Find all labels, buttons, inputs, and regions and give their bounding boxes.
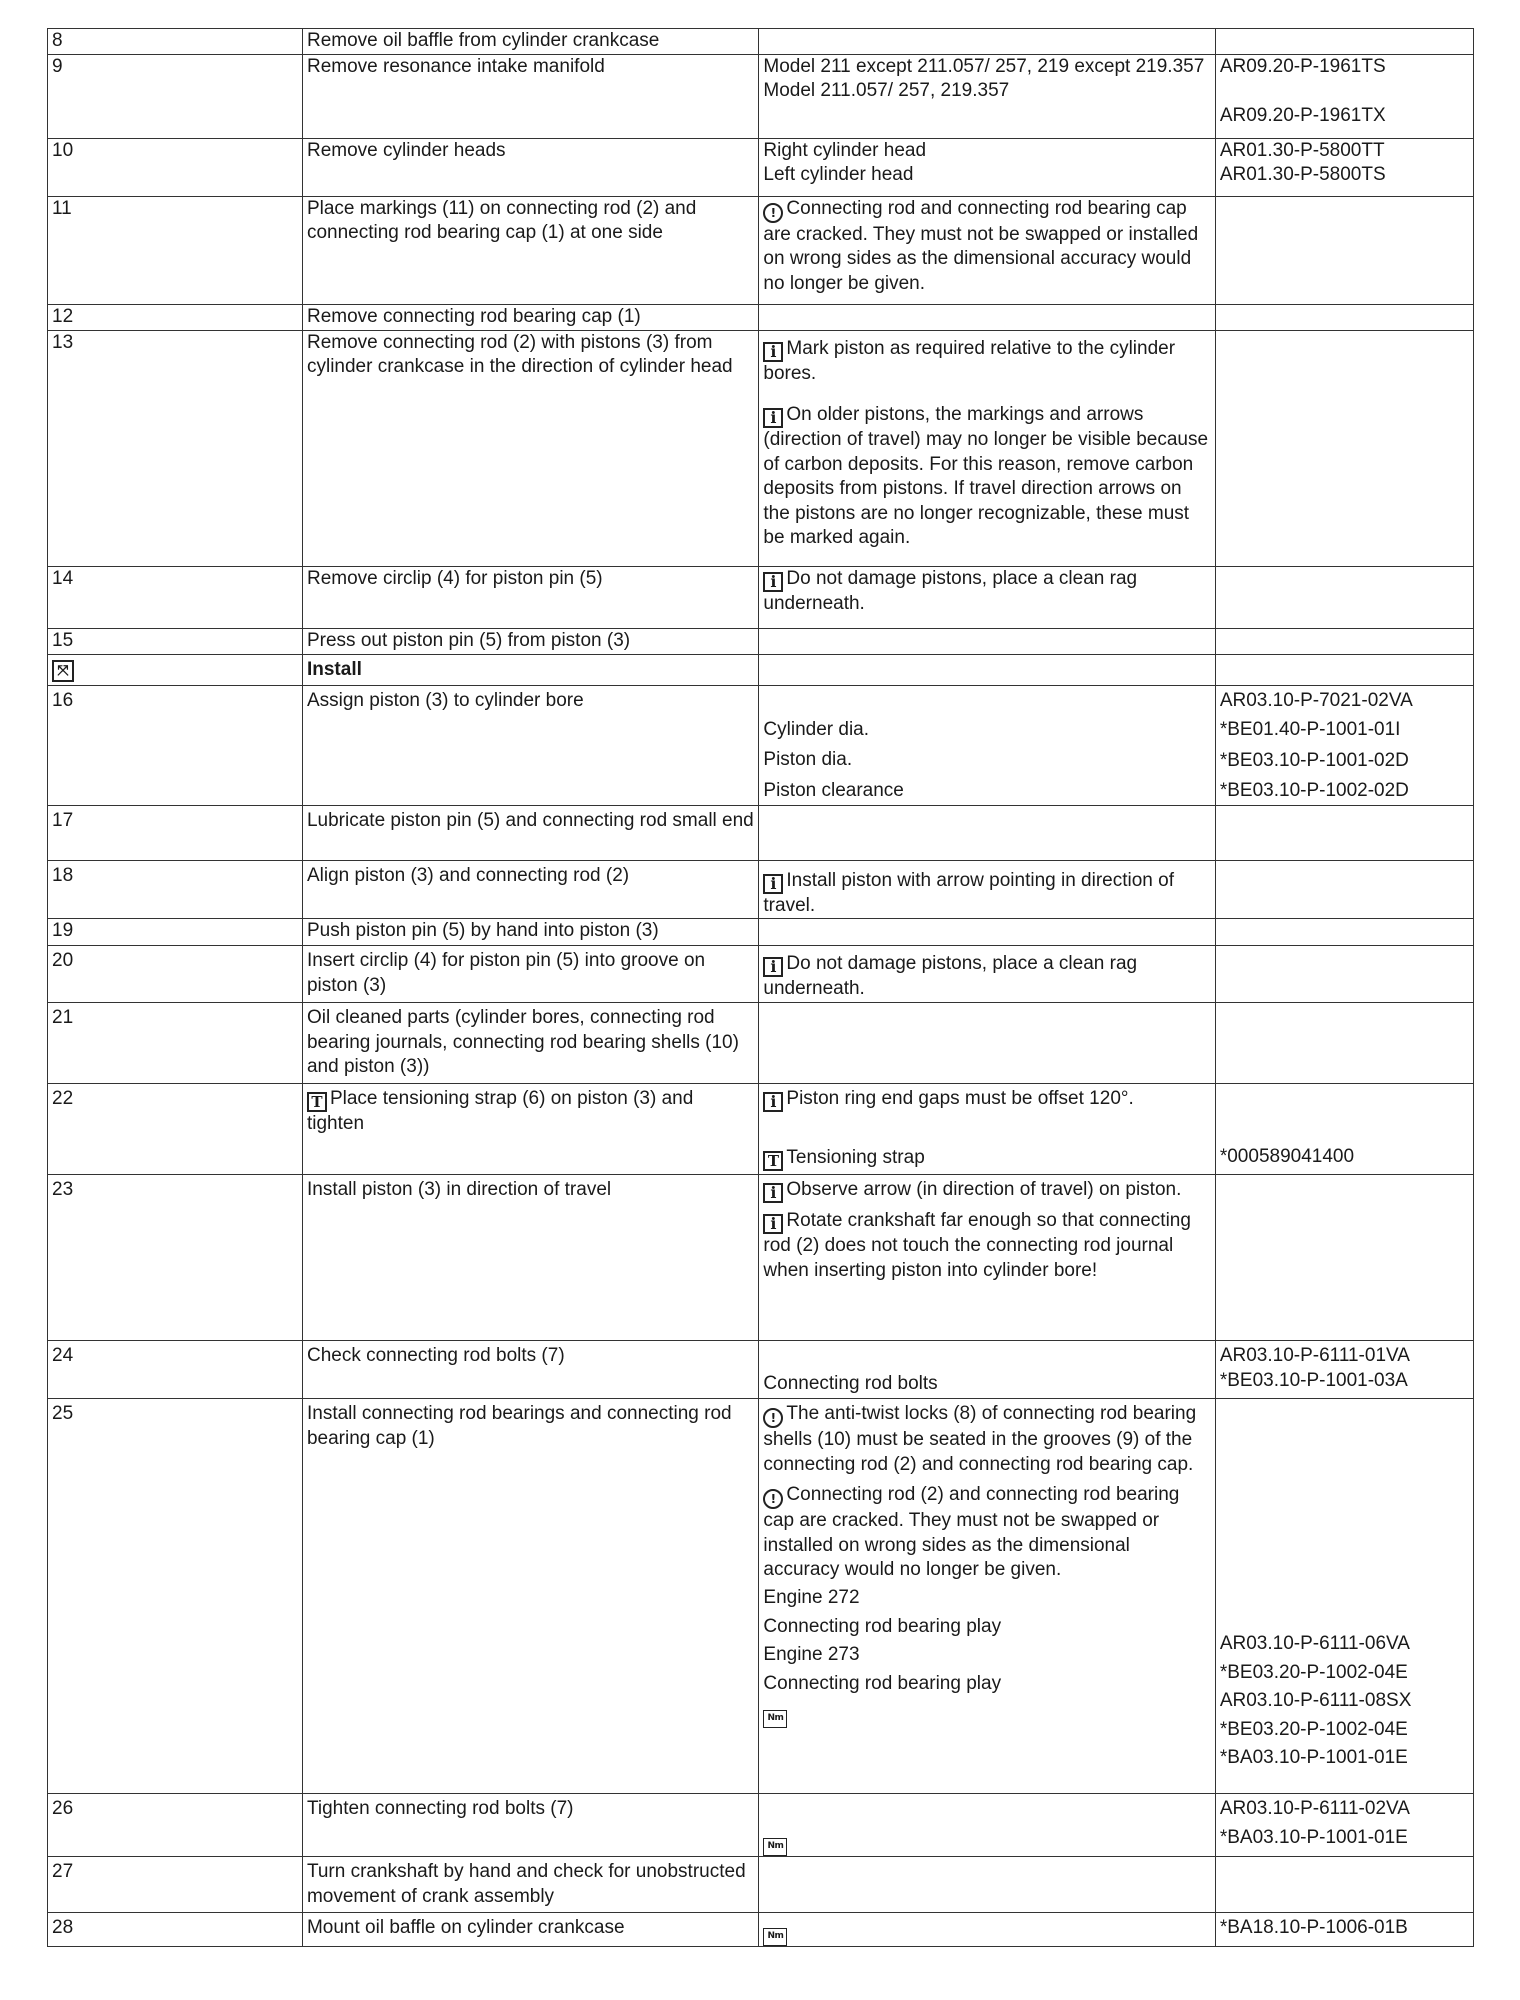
note-text: Model 211.057/ 257, 219.357 bbox=[763, 80, 1010, 102]
step-description-text: Place tensioning strap (6) on piston (3) and tighten bbox=[306, 1088, 694, 1135]
step-notes bbox=[759, 567, 1215, 629]
step-references bbox=[1215, 197, 1473, 305]
info-icon: i bbox=[763, 957, 783, 977]
table-row bbox=[48, 139, 1474, 197]
step-notes bbox=[759, 139, 1215, 197]
table-row bbox=[48, 861, 1474, 919]
step-notes bbox=[759, 806, 1215, 861]
step-notes bbox=[759, 686, 1215, 806]
note-text: Mark piston as required relative to the cylinder bores. bbox=[763, 338, 1176, 384]
step-references bbox=[1215, 1175, 1473, 1341]
table-row bbox=[48, 1003, 1474, 1084]
reference-link[interactable]: *BE03.10-P-1002-02D bbox=[1219, 780, 1409, 802]
step-description: Check connecting rod bolts (7) bbox=[302, 1341, 758, 1399]
step-description: Install piston (3) in direction of travel bbox=[302, 1175, 758, 1341]
step-description: Remove resonance intake manifold bbox=[302, 55, 758, 139]
note-text: The anti-twist locks (8) of connecting rod bearing shells (10) must be seated in the grooves (9) of the connecting rod (2) and connecting rod bearing cap. bbox=[763, 1403, 1197, 1475]
step-references bbox=[1215, 861, 1473, 919]
step-description: Assign piston (3) to cylinder bore bbox=[302, 686, 758, 806]
info-icon: i bbox=[763, 874, 783, 894]
step-references bbox=[1215, 567, 1473, 629]
step-notes bbox=[759, 1341, 1215, 1399]
table-row bbox=[48, 1399, 1474, 1794]
step-number: 26 bbox=[48, 1794, 303, 1857]
step-number: 24 bbox=[48, 1341, 303, 1399]
note-text: On older pistons, the markings and arrows (direction of travel) may no longer be visible because of carbon deposits. For this reason, remove carbon deposits from pistons. If travel direction arrows on the pistons are no longer recognizable, these must be marked again. bbox=[763, 404, 1209, 549]
step-notes bbox=[759, 655, 1215, 686]
step-notes bbox=[759, 197, 1215, 305]
info-icon: i bbox=[763, 572, 783, 592]
step-references bbox=[1215, 1794, 1473, 1857]
torque-icon: Nm bbox=[763, 1710, 787, 1728]
reference-link[interactable]: *BA03.10-P-1001-01E bbox=[1219, 1826, 1408, 1848]
step-number: 10 bbox=[48, 139, 303, 197]
step-notes bbox=[759, 861, 1215, 919]
torque-icon: Nm bbox=[763, 1838, 787, 1856]
note-text: Engine 272 bbox=[763, 1587, 860, 1609]
info-icon: i bbox=[763, 1214, 783, 1234]
info-icon: i bbox=[763, 342, 783, 362]
reference-link[interactable]: AR03.10-P-7021-02VA bbox=[1219, 690, 1413, 711]
note-text: Observe arrow (in direction of travel) on piston. bbox=[786, 1179, 1182, 1201]
step-notes bbox=[759, 305, 1215, 331]
step-references bbox=[1215, 946, 1473, 1003]
step-description: Remove circlip (4) for piston pin (5) bbox=[302, 567, 758, 629]
step-references bbox=[1215, 1003, 1473, 1084]
step-description: Install connecting rod bearings and connecting rod bearing cap (1) bbox=[302, 1399, 758, 1794]
table-row bbox=[48, 1794, 1474, 1857]
reference-link[interactable]: AR01.30-P-5800TT bbox=[1219, 140, 1385, 161]
step-description: Oil cleaned parts (cylinder bores, connecting rod bearing journals, connecting rod bearing shells (10) and piston (3)) bbox=[302, 1003, 758, 1084]
step-description: Lubricate piston pin (5) and connecting rod small end bbox=[302, 806, 758, 861]
reference-link[interactable]: AR03.10-P-6111-08SX bbox=[1219, 1690, 1412, 1712]
note-text: Piston clearance bbox=[763, 779, 904, 801]
step-description: Remove connecting rod bearing cap (1) bbox=[302, 305, 758, 331]
step-notes bbox=[759, 629, 1215, 655]
step-number: 25 bbox=[48, 1399, 303, 1794]
step-references bbox=[1215, 139, 1473, 197]
note-text: Cylinder dia. bbox=[763, 719, 870, 740]
table-row bbox=[48, 919, 1474, 946]
step-references bbox=[1215, 1341, 1473, 1399]
note-text: Install piston with arrow pointing in direction of travel. bbox=[763, 870, 1174, 916]
note-text: Connecting rod bearing play bbox=[763, 1672, 1002, 1694]
info-icon: i bbox=[763, 408, 783, 428]
step-description bbox=[302, 1084, 758, 1175]
note-text: Connecting rod bolts bbox=[763, 1373, 938, 1395]
note-text: Engine 273 bbox=[763, 1644, 860, 1666]
step-notes bbox=[759, 1794, 1215, 1857]
table-row bbox=[48, 331, 1474, 567]
step-references bbox=[1215, 655, 1473, 686]
reference-link[interactable]: AR09.20-P-1961TX bbox=[1219, 104, 1386, 126]
reference-link[interactable]: AR09.20-P-1961TS bbox=[1219, 56, 1386, 77]
step-description: Turn crankshaft by hand and check for unobstructed movement of crank assembly bbox=[302, 1857, 758, 1913]
step-references bbox=[1215, 305, 1473, 331]
section-heading: Install bbox=[302, 655, 758, 686]
step-notes bbox=[759, 1175, 1215, 1341]
step-notes bbox=[759, 55, 1215, 139]
table-row-install-header bbox=[48, 655, 1474, 686]
table-row bbox=[48, 1341, 1474, 1399]
reference-link[interactable]: *BE03.20-P-1002-04E bbox=[1219, 1661, 1408, 1683]
warning-icon: ! bbox=[763, 203, 783, 223]
note-text: Do not damage pistons, place a clean rag underneath. bbox=[763, 568, 1138, 614]
step-number: 17 bbox=[48, 806, 303, 861]
step-notes bbox=[759, 946, 1215, 1003]
step-number: 14 bbox=[48, 567, 303, 629]
table-row bbox=[48, 197, 1474, 305]
step-references bbox=[1215, 331, 1473, 567]
table-row bbox=[48, 1084, 1474, 1175]
reference-link[interactable]: AR03.10-P-6111-02VA bbox=[1219, 1798, 1410, 1820]
reference-link[interactable]: AR03.10-P-6111-06VA bbox=[1219, 1633, 1410, 1655]
step-references bbox=[1215, 1084, 1473, 1175]
table-row bbox=[48, 1857, 1474, 1913]
table-row bbox=[48, 629, 1474, 655]
reference-link[interactable]: *BA03.10-P-1001-01E bbox=[1219, 1747, 1408, 1769]
special-tool-icon: T bbox=[763, 1151, 783, 1171]
step-description: Mount oil baffle on cylinder crankcase bbox=[302, 1913, 758, 1947]
step-description: Press out piston pin (5) from piston (3) bbox=[302, 629, 758, 655]
note-text: Connecting rod (2) and connecting rod bearing cap are cracked. They must not be swapped or installed on wrong sides as the dimensional accuracy would no longer be given. bbox=[763, 1484, 1180, 1581]
step-notes bbox=[759, 1913, 1215, 1947]
note-text: Right cylinder head bbox=[763, 140, 927, 161]
step-references bbox=[1215, 29, 1473, 55]
step-notes bbox=[759, 1003, 1215, 1084]
info-icon: i bbox=[763, 1092, 783, 1112]
table-row bbox=[48, 946, 1474, 1003]
table-row bbox=[48, 55, 1474, 139]
reference-link[interactable]: *BA18.10-P-1006-01B bbox=[1219, 1917, 1408, 1939]
step-number bbox=[48, 655, 303, 686]
note-text: Rotate crankshaft far enough so that connecting rod (2) does not touch the connecting rod journal when inserting piston into cylinder bore! bbox=[763, 1210, 1191, 1281]
note-text: Do not damage pistons, place a clean rag underneath. bbox=[763, 953, 1138, 1000]
torque-icon: Nm bbox=[763, 1928, 787, 1946]
step-notes bbox=[759, 1857, 1215, 1913]
step-references bbox=[1215, 629, 1473, 655]
table-row bbox=[48, 686, 1474, 806]
note-text: Model 211 except 211.057/ 257, 219 except 219.357 bbox=[763, 56, 1205, 77]
step-number: 9 bbox=[48, 55, 303, 139]
step-description: Remove connecting rod (2) with pistons (3) from cylinder crankcase in the direction of cylinder head bbox=[302, 331, 758, 567]
step-references bbox=[1215, 55, 1473, 139]
step-references bbox=[1215, 686, 1473, 806]
step-number: 21 bbox=[48, 1003, 303, 1084]
table-row bbox=[48, 567, 1474, 629]
table-row bbox=[48, 29, 1474, 55]
table-row bbox=[48, 1913, 1474, 1947]
step-references bbox=[1215, 1913, 1473, 1947]
step-references bbox=[1215, 919, 1473, 946]
step-number: 22 bbox=[48, 1084, 303, 1175]
step-notes bbox=[759, 1399, 1215, 1794]
step-references bbox=[1215, 1399, 1473, 1794]
step-references bbox=[1215, 1857, 1473, 1913]
step-references bbox=[1215, 806, 1473, 861]
special-tool-icon: T bbox=[307, 1092, 327, 1112]
step-number: 11 bbox=[48, 197, 303, 305]
note-text: Piston dia. bbox=[763, 749, 853, 771]
table-row bbox=[48, 1175, 1474, 1341]
table-row bbox=[48, 806, 1474, 861]
step-description: Place markings (11) on connecting rod (2) and connecting rod bearing cap (1) at one side bbox=[302, 197, 758, 305]
reference-link[interactable]: *000589041400 bbox=[1219, 1146, 1355, 1168]
warning-icon: ! bbox=[763, 1408, 783, 1428]
step-description: Insert circlip (4) for piston pin (5) into groove on piston (3) bbox=[302, 946, 758, 1003]
step-description: Remove oil baffle from cylinder crankcase bbox=[302, 29, 758, 55]
reference-link[interactable]: AR01.30-P-5800TS bbox=[1219, 164, 1386, 186]
note-text: Piston ring end gaps must be offset 120°. bbox=[786, 1088, 1134, 1110]
step-number: 18 bbox=[48, 861, 303, 919]
step-description: Align piston (3) and connecting rod (2) bbox=[302, 861, 758, 919]
step-number: 27 bbox=[48, 1857, 303, 1913]
step-number: 8 bbox=[48, 29, 303, 55]
step-number: 20 bbox=[48, 946, 303, 1003]
info-icon: i bbox=[763, 1183, 783, 1203]
step-number: 12 bbox=[48, 305, 303, 331]
step-description: Remove cylinder heads bbox=[302, 139, 758, 197]
step-notes bbox=[759, 331, 1215, 567]
procedure-sheet bbox=[47, 28, 1474, 1947]
step-notes bbox=[759, 919, 1215, 946]
step-number: 19 bbox=[48, 919, 303, 946]
step-number: 23 bbox=[48, 1175, 303, 1341]
note-text: Tensioning strap bbox=[786, 1147, 925, 1169]
reference-link[interactable]: AR03.10-P-6111-01VA bbox=[1219, 1345, 1410, 1367]
table-row bbox=[48, 305, 1474, 331]
step-notes bbox=[759, 29, 1215, 55]
step-description: Tighten connecting rod bolts (7) bbox=[302, 1794, 758, 1857]
reference-link[interactable]: *BE03.10-P-1001-02D bbox=[1219, 749, 1409, 771]
note-text: Left cylinder head bbox=[763, 164, 914, 186]
note-text: Connecting rod bearing play bbox=[763, 1615, 1002, 1637]
reference-link[interactable]: *BE03.10-P-1001-03A bbox=[1219, 1369, 1408, 1391]
step-number: 13 bbox=[48, 331, 303, 567]
step-description: Push piston pin (5) by hand into piston (3) bbox=[302, 919, 758, 946]
step-number: 15 bbox=[48, 629, 303, 655]
step-number: 16 bbox=[48, 686, 303, 806]
step-number: 28 bbox=[48, 1913, 303, 1947]
note-text: Connecting rod and connecting rod bearing cap are cracked. They must not be swapped or installed on wrong sides as the dimensional accuracy would no longer be given. bbox=[763, 198, 1199, 294]
reference-link[interactable]: *BE03.20-P-1002-04E bbox=[1219, 1718, 1408, 1740]
step-notes bbox=[759, 1084, 1215, 1175]
reference-link[interactable]: *BE01.40-P-1001-01I bbox=[1219, 719, 1401, 741]
warning-icon: ! bbox=[763, 1489, 783, 1509]
procedure-table bbox=[47, 28, 1474, 1947]
install-icon: ⤧ bbox=[52, 660, 74, 682]
